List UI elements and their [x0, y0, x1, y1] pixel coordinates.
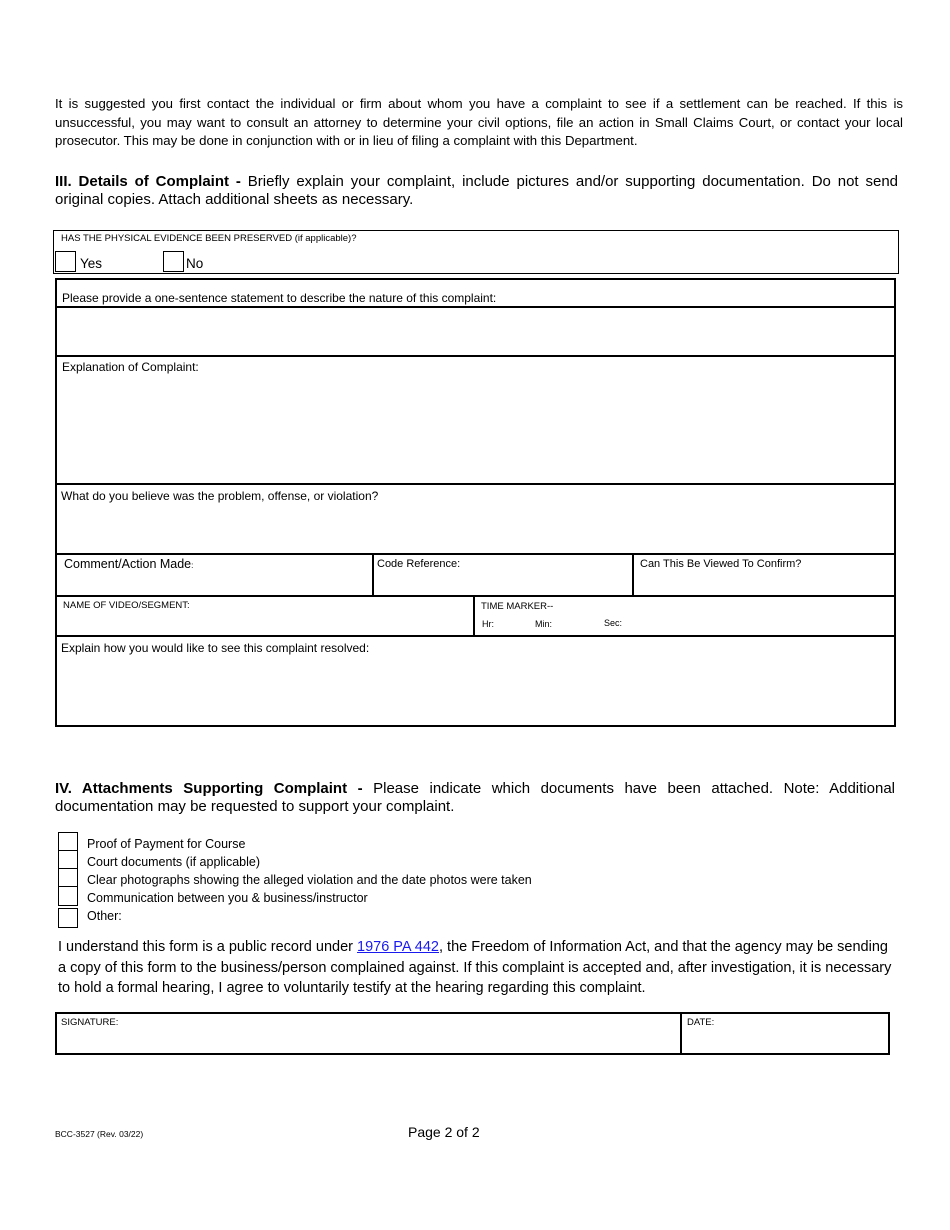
- problem-field[interactable]: [57, 505, 893, 551]
- evidence-no-checkbox[interactable]: [163, 251, 184, 272]
- time-marker-label: TIME MARKER--: [481, 601, 554, 612]
- sec-label: Sec:: [604, 618, 623, 628]
- section-3-heading: [55, 173, 898, 208]
- code-reference-field[interactable]: [375, 573, 630, 593]
- signature-label: SIGNATURE:: [61, 1017, 119, 1028]
- one-sentence-label: Please provide a one-sentence statement to describe the nature of this complaint:: [62, 291, 497, 305]
- evidence-yes-checkbox[interactable]: [55, 251, 76, 272]
- resolved-label: Explain how you would like to see this complaint resolved:: [61, 641, 370, 655]
- evidence-question-label: HAS THE PHYSICAL EVIDENCE BEEN PRESERVED (if applicable)?: [61, 233, 357, 244]
- code-reference-label: Code Reference:: [377, 558, 461, 570]
- resolved-field[interactable]: [57, 657, 893, 725]
- date-field[interactable]: [684, 1030, 888, 1053]
- attachment-checkbox-court[interactable]: [58, 850, 78, 870]
- attachment-label-court: Court documents (if applicable): [87, 855, 260, 869]
- form-number: BCC-3527 (Rev. 03/22): [55, 1129, 144, 1139]
- attachment-label-other: Other:: [87, 909, 122, 923]
- section-4-heading: [55, 780, 895, 815]
- min-label: Min:: [535, 619, 553, 629]
- page-number: Page 2 of 2: [408, 1124, 480, 1140]
- section-4-title: IV. Attachments Supporting Complaint -: [55, 780, 363, 797]
- section-3-description: Briefly explain your complaint, include pictures and/or supporting documentation. Do not send original copies. Attach additional sheets as necessary.: [55, 173, 899, 208]
- problem-label: What do you believe was the problem, offense, or violation?: [61, 489, 379, 503]
- attachment-checkbox-photos[interactable]: [58, 868, 78, 888]
- attachment-label-communication: Communication between you & business/instructor: [87, 891, 368, 905]
- comment-action-field[interactable]: [57, 573, 370, 593]
- foia-link[interactable]: 1976 PA 442: [357, 939, 439, 955]
- date-label: DATE:: [687, 1017, 715, 1028]
- one-sentence-field[interactable]: [57, 308, 893, 354]
- attachment-checkbox-payment[interactable]: [58, 832, 78, 852]
- hr-label: Hr:: [482, 619, 494, 629]
- evidence-yes-label: Yes: [80, 256, 103, 271]
- video-segment-field[interactable]: [57, 613, 471, 633]
- comment-action-label: Comment/Action Made:: [64, 557, 194, 571]
- section-3-title: III. Details of Complaint -: [55, 173, 241, 190]
- viewed-confirm-label: Can This Be Viewed To Confirm?: [640, 558, 802, 570]
- explanation-field[interactable]: [57, 376, 893, 481]
- explanation-label: Explanation of Complaint:: [62, 360, 199, 374]
- attachment-checkbox-other[interactable]: [58, 908, 78, 928]
- signature-field[interactable]: [57, 1030, 678, 1053]
- attachment-label-photos: Clear photographs showing the alleged violation and the date photos were taken: [87, 873, 532, 887]
- video-segment-label: NAME OF VIDEO/SEGMENT:: [63, 600, 190, 611]
- evidence-no-label: No: [186, 256, 204, 271]
- acknowledgement-paragraph: I understand this form is a public record under 1976 PA 442, the Freedom of Information Act, and that the agency may be sending a copy of this form to the business/person complained against. If this complaint is accepted and, after investigation, it is necessary to hold a formal hearing, I agree to voluntarily testify at the hearing regarding this complaint.: [58, 939, 892, 996]
- section-4-description: Please indicate which documents have been attached. Note: Additional documentation may be requested to support your complaint.: [55, 780, 896, 815]
- intro-paragraph: It is suggested you first contact the individual or firm about whom you have a complaint to see if a settlement can be reached. If this is unsuccessful, you may want to consult an attorney to determine your civil options, file an action in Small Claims Court, or contact your local prosecutor. This may be done in conjunction with or in lieu of filing a complaint with this Department.: [55, 96, 903, 148]
- viewed-confirm-field[interactable]: [635, 573, 893, 593]
- attachment-checkbox-communication[interactable]: [58, 886, 78, 906]
- attachment-label-payment: Proof of Payment for Course: [87, 837, 246, 851]
